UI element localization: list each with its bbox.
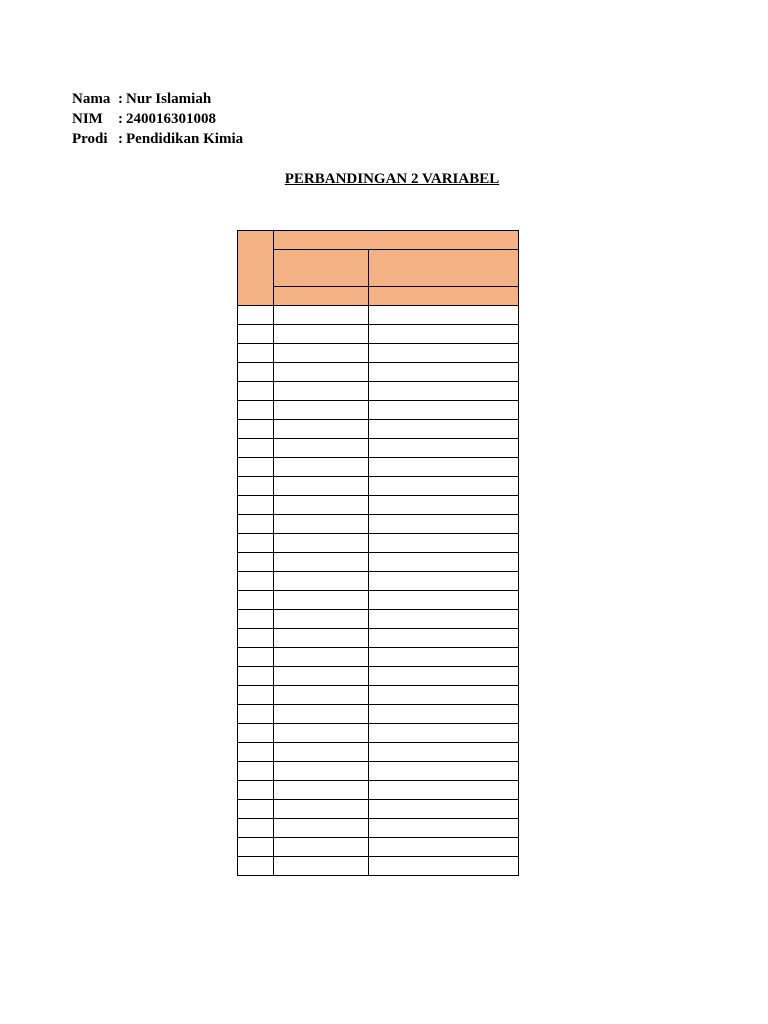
table-cell bbox=[369, 781, 519, 800]
table-row bbox=[238, 629, 519, 648]
table-cell bbox=[369, 325, 519, 344]
table-cell bbox=[274, 686, 369, 705]
table-cell bbox=[238, 344, 274, 363]
table-cell bbox=[369, 515, 519, 534]
table-cell bbox=[369, 610, 519, 629]
prodi-row bbox=[72, 129, 243, 149]
table-row bbox=[238, 762, 519, 781]
table-cell bbox=[369, 838, 519, 857]
table-cell bbox=[238, 743, 274, 762]
header-row-1 bbox=[238, 231, 519, 250]
table-cell bbox=[369, 306, 519, 325]
table-row bbox=[238, 591, 519, 610]
table-cell bbox=[274, 743, 369, 762]
table-cell bbox=[238, 553, 274, 572]
table-row bbox=[238, 667, 519, 686]
name-label: Nama bbox=[72, 91, 111, 107]
table-row bbox=[238, 420, 519, 439]
table-cell bbox=[274, 382, 369, 401]
table-cell bbox=[369, 857, 519, 876]
table-cell bbox=[369, 382, 519, 401]
table-cell bbox=[274, 800, 369, 819]
table-cell bbox=[238, 724, 274, 743]
table-cell bbox=[238, 363, 274, 382]
table-cell bbox=[369, 743, 519, 762]
table-cell bbox=[274, 344, 369, 363]
table-row bbox=[238, 648, 519, 667]
table-cell bbox=[369, 705, 519, 724]
table-cell bbox=[238, 306, 274, 325]
table-cell bbox=[238, 420, 274, 439]
prodi-value: Pendidikan Kimia bbox=[126, 131, 244, 147]
table-row bbox=[238, 477, 519, 496]
header-row-3 bbox=[238, 287, 519, 306]
table-cell bbox=[274, 572, 369, 591]
table-row bbox=[238, 724, 519, 743]
table-cell bbox=[238, 838, 274, 857]
table-cell bbox=[238, 572, 274, 591]
table-cell bbox=[274, 857, 369, 876]
prodi-separator: : bbox=[118, 131, 123, 147]
table-row bbox=[238, 857, 519, 876]
table-cell bbox=[274, 648, 369, 667]
table-row bbox=[238, 439, 519, 458]
table-row bbox=[238, 306, 519, 325]
name-row bbox=[72, 89, 243, 109]
table-cell bbox=[369, 648, 519, 667]
table-cell bbox=[369, 344, 519, 363]
header-row-2 bbox=[238, 250, 519, 287]
table-row bbox=[238, 553, 519, 572]
table-row bbox=[238, 705, 519, 724]
nim-label: NIM bbox=[72, 111, 103, 127]
table-row bbox=[238, 325, 519, 344]
header-cell-group bbox=[274, 231, 519, 250]
table-cell bbox=[369, 458, 519, 477]
table-cell bbox=[274, 762, 369, 781]
table-cell bbox=[238, 800, 274, 819]
table-cell bbox=[369, 629, 519, 648]
table-cell bbox=[238, 477, 274, 496]
table-cell bbox=[369, 534, 519, 553]
comparison-table-body bbox=[238, 231, 519, 876]
table-cell bbox=[238, 325, 274, 344]
table-cell bbox=[369, 420, 519, 439]
header-cell-sub-2 bbox=[369, 287, 519, 306]
table-row bbox=[238, 363, 519, 382]
header-cell-number bbox=[238, 231, 274, 306]
table-cell bbox=[238, 496, 274, 515]
table-cell bbox=[274, 477, 369, 496]
table-cell bbox=[238, 781, 274, 800]
table-row bbox=[238, 838, 519, 857]
table-cell bbox=[274, 667, 369, 686]
table-cell bbox=[274, 705, 369, 724]
table-cell bbox=[274, 781, 369, 800]
table-cell bbox=[274, 420, 369, 439]
table-cell bbox=[369, 496, 519, 515]
table-cell bbox=[369, 363, 519, 382]
table-cell bbox=[238, 591, 274, 610]
table-row bbox=[238, 401, 519, 420]
table-cell bbox=[369, 439, 519, 458]
table-cell bbox=[369, 401, 519, 420]
name-value: Nur Islamiah bbox=[126, 91, 212, 107]
table-row bbox=[238, 534, 519, 553]
table-cell bbox=[369, 553, 519, 572]
table-cell bbox=[369, 819, 519, 838]
table-cell bbox=[238, 857, 274, 876]
table-cell bbox=[238, 819, 274, 838]
table-row bbox=[238, 781, 519, 800]
table-cell bbox=[274, 458, 369, 477]
table-row bbox=[238, 610, 519, 629]
table-cell bbox=[274, 724, 369, 743]
table-cell bbox=[274, 363, 369, 382]
table-cell bbox=[274, 838, 369, 857]
table-row bbox=[238, 515, 519, 534]
nim-row bbox=[72, 109, 243, 129]
prodi-label: Prodi bbox=[72, 131, 108, 147]
table-cell bbox=[238, 610, 274, 629]
table-cell bbox=[274, 819, 369, 838]
table-cell bbox=[238, 458, 274, 477]
table-cell bbox=[238, 439, 274, 458]
table-cell bbox=[238, 401, 274, 420]
table-cell bbox=[238, 667, 274, 686]
table-cell bbox=[369, 572, 519, 591]
nim-separator: : bbox=[118, 111, 123, 127]
table-cell bbox=[238, 382, 274, 401]
student-info bbox=[72, 89, 243, 149]
table-cell bbox=[274, 515, 369, 534]
table-cell bbox=[369, 762, 519, 781]
table-row bbox=[238, 686, 519, 705]
table-cell bbox=[369, 667, 519, 686]
table-cell bbox=[274, 306, 369, 325]
header-cell-variable-1 bbox=[274, 250, 369, 287]
table-cell bbox=[274, 496, 369, 515]
table-cell bbox=[238, 762, 274, 781]
table-cell bbox=[238, 686, 274, 705]
comparison-table bbox=[237, 230, 519, 876]
table-cell bbox=[274, 325, 369, 344]
table-row bbox=[238, 572, 519, 591]
table-cell bbox=[238, 705, 274, 724]
table-cell bbox=[274, 629, 369, 648]
table-row bbox=[238, 382, 519, 401]
header-cell-sub-1 bbox=[274, 287, 369, 306]
name-separator: : bbox=[118, 91, 123, 107]
table-cell bbox=[369, 686, 519, 705]
table-cell bbox=[369, 724, 519, 743]
table-row bbox=[238, 458, 519, 477]
table-cell bbox=[369, 800, 519, 819]
table-cell bbox=[274, 610, 369, 629]
header-cell-variable-2 bbox=[369, 250, 519, 287]
table-row bbox=[238, 496, 519, 515]
table-cell bbox=[274, 401, 369, 420]
table-cell bbox=[238, 534, 274, 553]
table-cell bbox=[369, 477, 519, 496]
table-cell bbox=[238, 629, 274, 648]
table-cell bbox=[274, 439, 369, 458]
table-row bbox=[238, 819, 519, 838]
table-cell bbox=[274, 553, 369, 572]
table-cell bbox=[238, 648, 274, 667]
table-row bbox=[238, 800, 519, 819]
nim-value: 240016301008 bbox=[126, 111, 216, 127]
table-cell bbox=[369, 591, 519, 610]
table-cell bbox=[274, 534, 369, 553]
page-title: PERBANDINGAN 2 VARIABEL bbox=[284, 171, 500, 187]
table-row bbox=[238, 344, 519, 363]
table-cell bbox=[238, 515, 274, 534]
table-cell bbox=[274, 591, 369, 610]
table-row bbox=[238, 743, 519, 762]
